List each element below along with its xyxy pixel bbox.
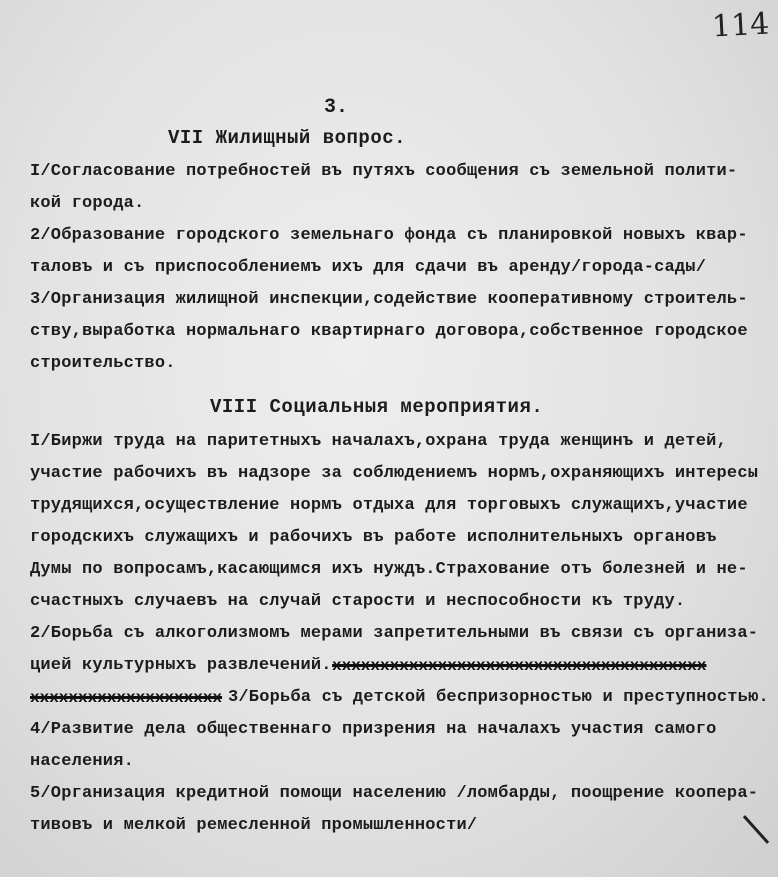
text-line: Думы по вопросамъ,касающимся ихъ нуждъ.Страхование отъ болезней и не-	[30, 560, 748, 579]
text-line: строительство.	[30, 354, 176, 373]
page-number: 3.	[324, 96, 349, 119]
text-line: 2/Образование городского земельнаго фонда съ планировкой новыхъ квар-	[30, 226, 748, 245]
text-line: ству,выработка нормальнаго квартирнаго договора,собственное городское	[30, 322, 748, 341]
text-line: 3/Организация жилищной инспекции,содействие кооперативному строитель-	[30, 290, 748, 309]
text-line: таловъ и съ приспособлениемъ ихъ для сдачи въ аренду/города-сады/	[30, 258, 707, 277]
text-line: трудящихся,осуществление нормъ отдыха для торговыхъ служащихъ,участие	[30, 496, 748, 515]
text-line: цией культурныхъ развлечений.	[30, 656, 332, 675]
folio-number: 114	[711, 6, 771, 45]
section-vii-heading: VII Жилищный вопрос.	[168, 127, 407, 149]
text-line: 2/Борьба съ алкоголизмомъ мерами запретительными въ связи съ организа-	[30, 624, 759, 643]
pen-mark	[743, 815, 769, 844]
section-viii-heading: VIII Социальныя мероприятия.	[210, 396, 544, 418]
struck-out-text: xxxxxxxxxxxxxxxxxxxx	[30, 689, 223, 707]
text-line: I/Биржи труда на паритетныхъ началахъ,охрана труда женщинъ и детей,	[30, 432, 727, 451]
text-line: тивовъ и мелкой ремесленной промышленности/	[30, 816, 478, 835]
text-line: городскихъ служащихъ и рабочихъ въ работе исполнительныхъ органовъ	[30, 528, 717, 547]
text-line: 3/Борьба съ детской беспризорностью и преступностью.	[228, 688, 769, 707]
text-line: 5/Организация кредитной помощи населению /ломбарды, поощрение коопера-	[30, 784, 759, 803]
text-line: счастныхъ случаевъ на случай старости и неспособности къ труду.	[30, 592, 686, 611]
text-line: участие рабочихъ въ надзоре за соблюдениемъ нормъ,охраняющихъ интересы	[30, 464, 759, 483]
text-line: I/Согласование потребностей въ путяхъ сообщения съ земельной полити-	[30, 162, 738, 181]
struck-out-text: xxxxxxxxxxxxxxxxxxxxxxxxxxxxxxxxxxxxxxx	[332, 657, 707, 675]
text-line: 4/Развитие дела общественнаго призрения на началахъ участия самого	[30, 720, 717, 739]
text-line: населения.	[30, 752, 135, 771]
text-line: кой города.	[30, 194, 145, 213]
